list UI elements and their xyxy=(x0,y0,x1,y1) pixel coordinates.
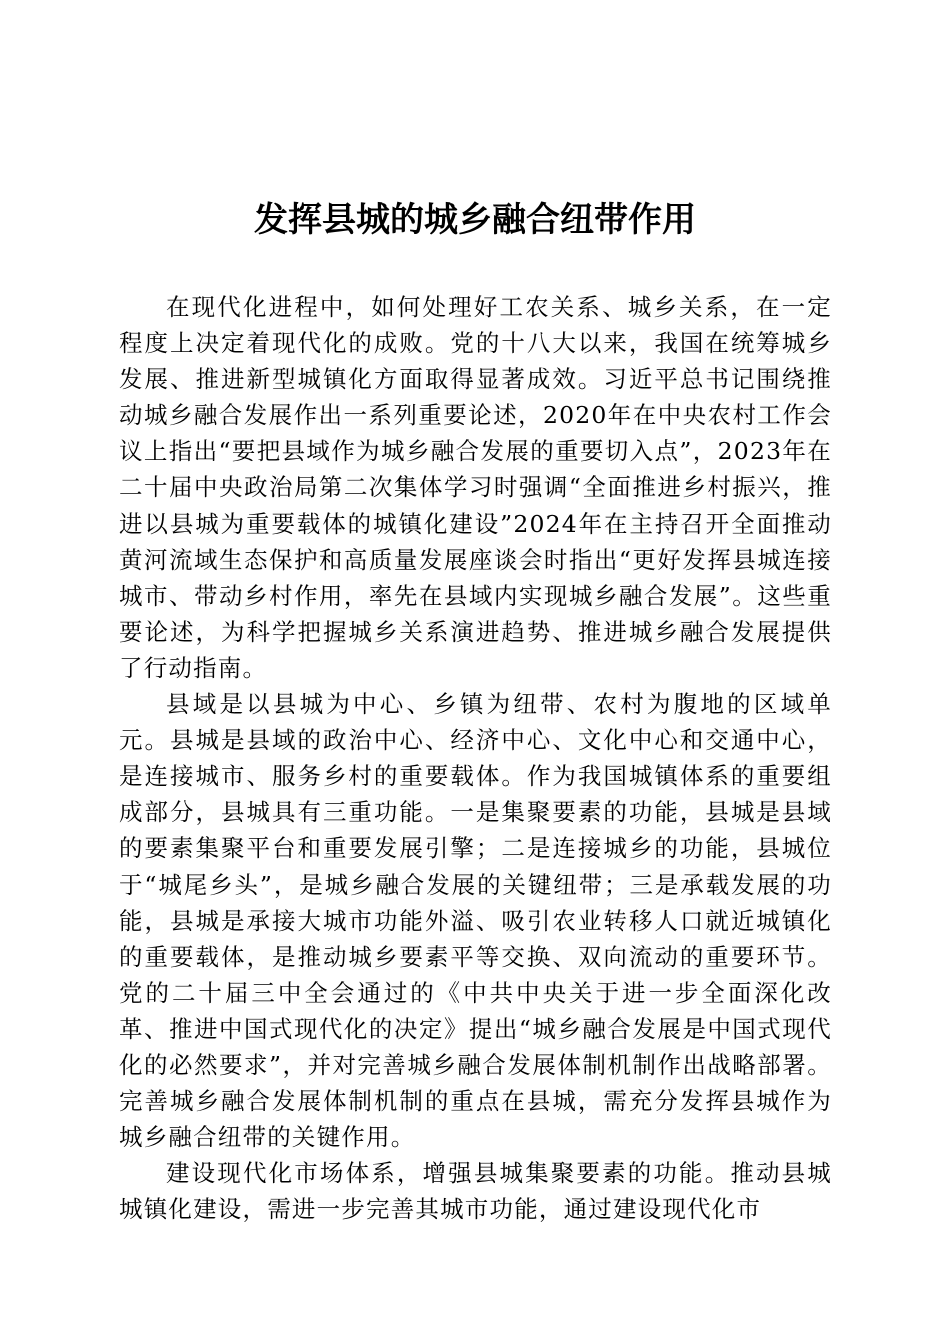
paragraph-1: 在现代化进程中，如何处理好工农关系、城乡关系，在一定程度上决定着现代化的成败。党的十八大以来，我国在统筹城乡发展、推进新型城镇化方面取得显著成效。习近平总书记围绕推动城乡融合发展作出一系列重要论述，2020年在中央农村工作会议上指出“要把县域作为城乡融合发展的重要切入点”，2023年在二十届中央政治局第二次集体学习时强调“全面推进乡村振兴，推进以县城为重要载体的城镇化建设”2024年在主持召开全面推动黄河流域生态保护和高质量发展座谈会时指出“更好发挥县城连接城市、带动乡村作用，率先在县域内实现城乡融合发展”。这些重要论述，为科学把握城乡关系演进趋势、推进城乡融合发展提供了行动指南。 xyxy=(119,293,832,682)
document-body xyxy=(119,289,832,1227)
document-title: 发挥县城的城乡融合纽带作用 xyxy=(254,200,696,240)
paragraph-2: 县域是以县城为中心、乡镇为纽带、农村为腹地的区域单元。县城是县域的政治中心、经济中心、文化中心和交通中心，是连接城市、服务乡村的重要载体。作为我国城镇体系的重要组成部分，县城具有三重功能。一是集聚要素的功能，县城是县域的要素集聚平台和重要发展引擎；二是连接城乡的功能，县城位于“城尾乡头”，是城乡融合发展的关键纽带；三是承载发展的功能，县城是承接大城市功能外溢、吸引农业转移人口就近城镇化的重要载体，是推动城乡要素平等交换、双向流动的重要环节。党的二十届三中全会通过的《中共中央关于进一步全面深化改革、推进中国式现代化的决定》提出“城乡融合发展是中国式现代化的必然要求”，并对完善城乡融合发展体制机制作出战略部署。完善城乡融合发展体制机制的重点在县城，需充分发挥县城作为城乡融合纽带的关键作用。 xyxy=(119,690,832,1152)
paragraph-3: 建设现代化市场体系，增强县城集聚要素的功能。推动县城城镇化建设，需进一步完善其城市功能，通过建设现代化市 xyxy=(119,1159,832,1224)
